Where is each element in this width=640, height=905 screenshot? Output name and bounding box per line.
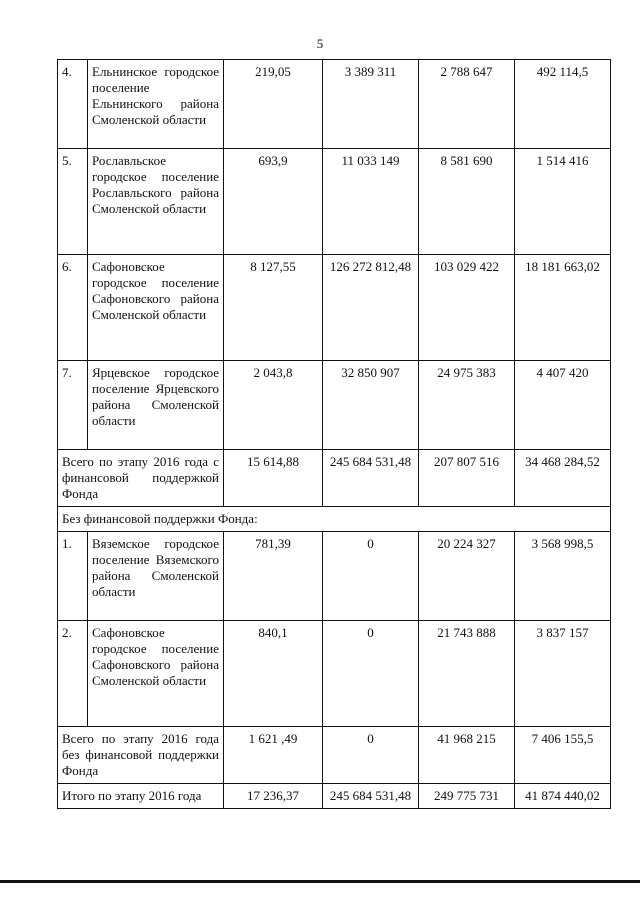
total-label: Всего по этапу 2016 года с финансовой поддержкой Фонда xyxy=(58,450,224,507)
area-cell: 2 043,8 xyxy=(224,361,323,450)
settlement-name: Сафоновское городское поселение Сафоновского района Смоленской области xyxy=(88,621,224,727)
local-amount-cell: 41 874 440,02 xyxy=(515,784,611,809)
fund-amount-cell: 0 xyxy=(323,621,419,727)
table-row xyxy=(58,361,611,450)
row-number: 1. xyxy=(58,532,88,621)
fund-amount-cell: 3 389 311 xyxy=(323,60,419,149)
fund-amount-cell: 245 684 531,48 xyxy=(323,450,419,507)
regional-amount-cell: 249 775 731 xyxy=(419,784,515,809)
row-number: 6. xyxy=(58,255,88,361)
local-amount-cell: 3 568 998,5 xyxy=(515,532,611,621)
local-amount-cell: 492 114,5 xyxy=(515,60,611,149)
fund-amount-cell: 126 272 812,48 xyxy=(323,255,419,361)
local-amount-cell: 7 406 155,5 xyxy=(515,727,611,784)
section-heading: Без финансовой поддержки Фонда: xyxy=(58,507,611,532)
fund-amount-cell: 11 033 149 xyxy=(323,149,419,255)
grand-total-row xyxy=(58,784,611,809)
area-cell: 15 614,88 xyxy=(224,450,323,507)
total-row xyxy=(58,727,611,784)
regional-amount-cell: 24 975 383 xyxy=(419,361,515,450)
fund-amount-cell: 0 xyxy=(323,727,419,784)
fund-amount-cell: 0 xyxy=(323,532,419,621)
row-number: 2. xyxy=(58,621,88,727)
fund-amount-cell: 32 850 907 xyxy=(323,361,419,450)
local-amount-cell: 34 468 284,52 xyxy=(515,450,611,507)
section-row xyxy=(58,507,611,532)
table-row xyxy=(58,532,611,621)
regional-amount-cell: 20 224 327 xyxy=(419,532,515,621)
total-row xyxy=(58,450,611,507)
area-cell: 1 621 ,49 xyxy=(224,727,323,784)
table-row xyxy=(58,621,611,727)
row-number: 7. xyxy=(58,361,88,450)
area-cell: 781,39 xyxy=(224,532,323,621)
local-amount-cell: 4 407 420 xyxy=(515,361,611,450)
regional-amount-cell: 103 029 422 xyxy=(419,255,515,361)
regional-amount-cell: 207 807 516 xyxy=(419,450,515,507)
area-cell: 219,05 xyxy=(224,60,323,149)
page-number: 5 xyxy=(316,36,324,51)
settlement-name: Рославльское городское поселение Рославльского района Смоленской области xyxy=(88,149,224,255)
program-table xyxy=(57,59,611,809)
regional-amount-cell: 8 581 690 xyxy=(419,149,515,255)
total-label: Всего по этапу 2016 года без финансовой поддержки Фонда xyxy=(58,727,224,784)
table-row xyxy=(58,60,611,149)
local-amount-cell: 3 837 157 xyxy=(515,621,611,727)
settlement-name: Сафоновское городское поселение Сафоновского района Смоленской области xyxy=(88,255,224,361)
local-amount-cell: 1 514 416 xyxy=(515,149,611,255)
settlement-name: Ярцевское городское поселение Ярцевского района Смоленской области xyxy=(88,361,224,450)
row-number: 4. xyxy=(58,60,88,149)
local-amount-cell: 18 181 663,02 xyxy=(515,255,611,361)
bottom-rule xyxy=(0,880,640,883)
settlement-name: Вяземское городское поселение Вяземского района Смоленской области xyxy=(88,532,224,621)
regional-amount-cell: 2 788 647 xyxy=(419,60,515,149)
area-cell: 17 236,37 xyxy=(224,784,323,809)
regional-amount-cell: 21 743 888 xyxy=(419,621,515,727)
area-cell: 693,9 xyxy=(224,149,323,255)
fund-amount-cell: 245 684 531,48 xyxy=(323,784,419,809)
grand-total-label: Итого по этапу 2016 года xyxy=(58,784,224,809)
area-cell: 840,1 xyxy=(224,621,323,727)
regional-amount-cell: 41 968 215 xyxy=(419,727,515,784)
row-number: 5. xyxy=(58,149,88,255)
table-row xyxy=(58,255,611,361)
settlement-name: Ельнинское городское поселение Ельнинского района Смоленской области xyxy=(88,60,224,149)
table-row xyxy=(58,149,611,255)
area-cell: 8 127,55 xyxy=(224,255,323,361)
